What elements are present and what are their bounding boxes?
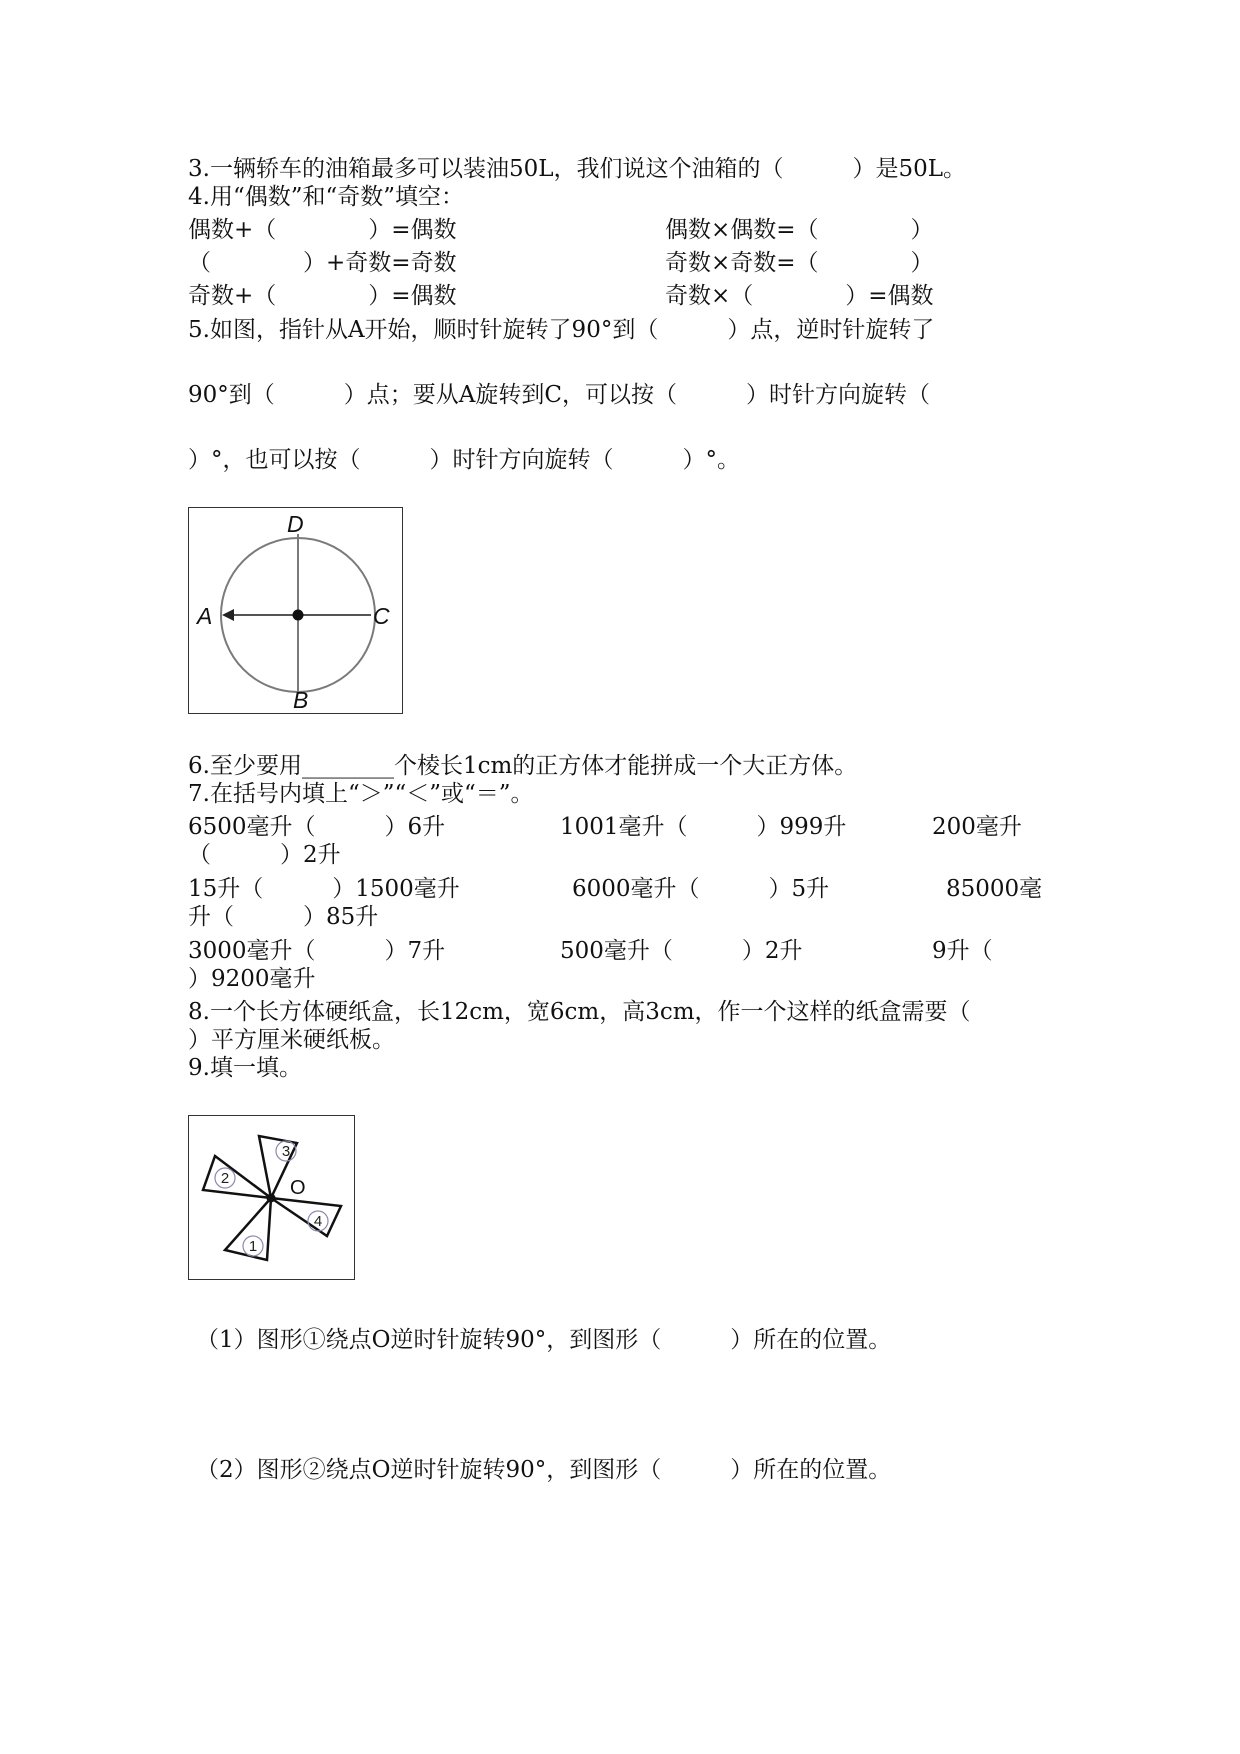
label-o: O bbox=[290, 1177, 306, 1199]
question-4-title: 4.用“偶数”和“奇数”填空： bbox=[188, 184, 464, 210]
label-2: 2 bbox=[220, 1170, 230, 1187]
clock-figure bbox=[188, 507, 403, 714]
q4-row1-left: 偶数+（ ）=偶数 bbox=[188, 217, 457, 243]
q7-row2-c: 85000毫 bbox=[946, 876, 1043, 902]
pointer-arrowhead bbox=[222, 609, 234, 621]
center-point-o bbox=[267, 1194, 276, 1203]
question-3: 3.一辆轿车的油箱最多可以装油50L，我们说这个油箱的（ ）是50L。 bbox=[188, 156, 967, 182]
q7-row3-d: ）9200毫升 bbox=[188, 966, 316, 992]
q7-row2-d: 升（ ）85升 bbox=[188, 904, 379, 930]
question-7-title: 7.在括号内填上“＞”“＜”或“＝”。 bbox=[188, 781, 534, 807]
pinwheel-figure bbox=[188, 1115, 355, 1280]
label-3: 3 bbox=[281, 1143, 291, 1160]
q4-row1-right: 偶数×偶数=（ ） bbox=[665, 217, 934, 243]
center-dot bbox=[293, 610, 304, 621]
q7-row3-a: 3000毫升（ ）7升 bbox=[188, 938, 446, 964]
q7-row3-c: 9升（ bbox=[932, 938, 993, 964]
q4-row2-right: 奇数×奇数=（ ） bbox=[665, 250, 934, 276]
question-9-sub2: （2）图形②绕点O逆时针旋转90°，到图形（ ）所在的位置。 bbox=[196, 1457, 892, 1483]
label-d: D bbox=[287, 511, 304, 537]
q7-row1-a: 6500毫升（ ）6升 bbox=[188, 814, 446, 840]
label-4: 4 bbox=[313, 1213, 323, 1230]
question-6: 6.至少要用________个棱长1cm的正方体才能拼成一个大正方体。 bbox=[188, 753, 858, 779]
question-5-line3: ）°，也可以按（ ）时针方向旋转（ ）°。 bbox=[188, 447, 740, 473]
q7-row1-b: 1001毫升（ ）999升 bbox=[560, 814, 847, 840]
question-8-line1: 8.一个长方体硬纸盒，长12cm，宽6cm，高3cm，作一个这样的纸盒需要（ bbox=[188, 999, 971, 1025]
question-5-line1: 5.如图，指针从A开始，顺时针旋转了90°到（ ）点，逆时针旋转了 bbox=[188, 317, 935, 343]
q7-row2-a: 15升（ ）1500毫升 bbox=[188, 876, 460, 902]
q7-row1-c: 200毫升 bbox=[932, 814, 1022, 840]
label-a: A bbox=[197, 603, 213, 629]
q7-row3-b: 500毫升（ ）2升 bbox=[560, 938, 803, 964]
q4-row3-right: 奇数×（ ）=偶数 bbox=[665, 283, 934, 309]
label-c: C bbox=[373, 603, 390, 629]
question-8-line2: ）平方厘米硬纸板。 bbox=[188, 1027, 395, 1053]
q7-row1-d: （ ）2升 bbox=[188, 842, 341, 868]
q7-row2-b: 6000毫升（ ）5升 bbox=[572, 876, 830, 902]
question-5-line2: 90°到（ ）点；要从A旋转到C，可以按（ ）时针方向旋转（ bbox=[188, 382, 930, 408]
label-b: B bbox=[293, 687, 309, 712]
triangle-4 bbox=[271, 1198, 341, 1236]
question-9-title: 9.填一填。 bbox=[188, 1055, 302, 1081]
q4-row2-left: （ ）+奇数=奇数 bbox=[188, 250, 457, 276]
q4-row3-left: 奇数+（ ）=偶数 bbox=[188, 283, 457, 309]
question-9-sub1: （1）图形①绕点O逆时针旋转90°，到图形（ ）所在的位置。 bbox=[196, 1327, 892, 1353]
label-1: 1 bbox=[248, 1238, 258, 1255]
triangle-2 bbox=[203, 1156, 271, 1198]
